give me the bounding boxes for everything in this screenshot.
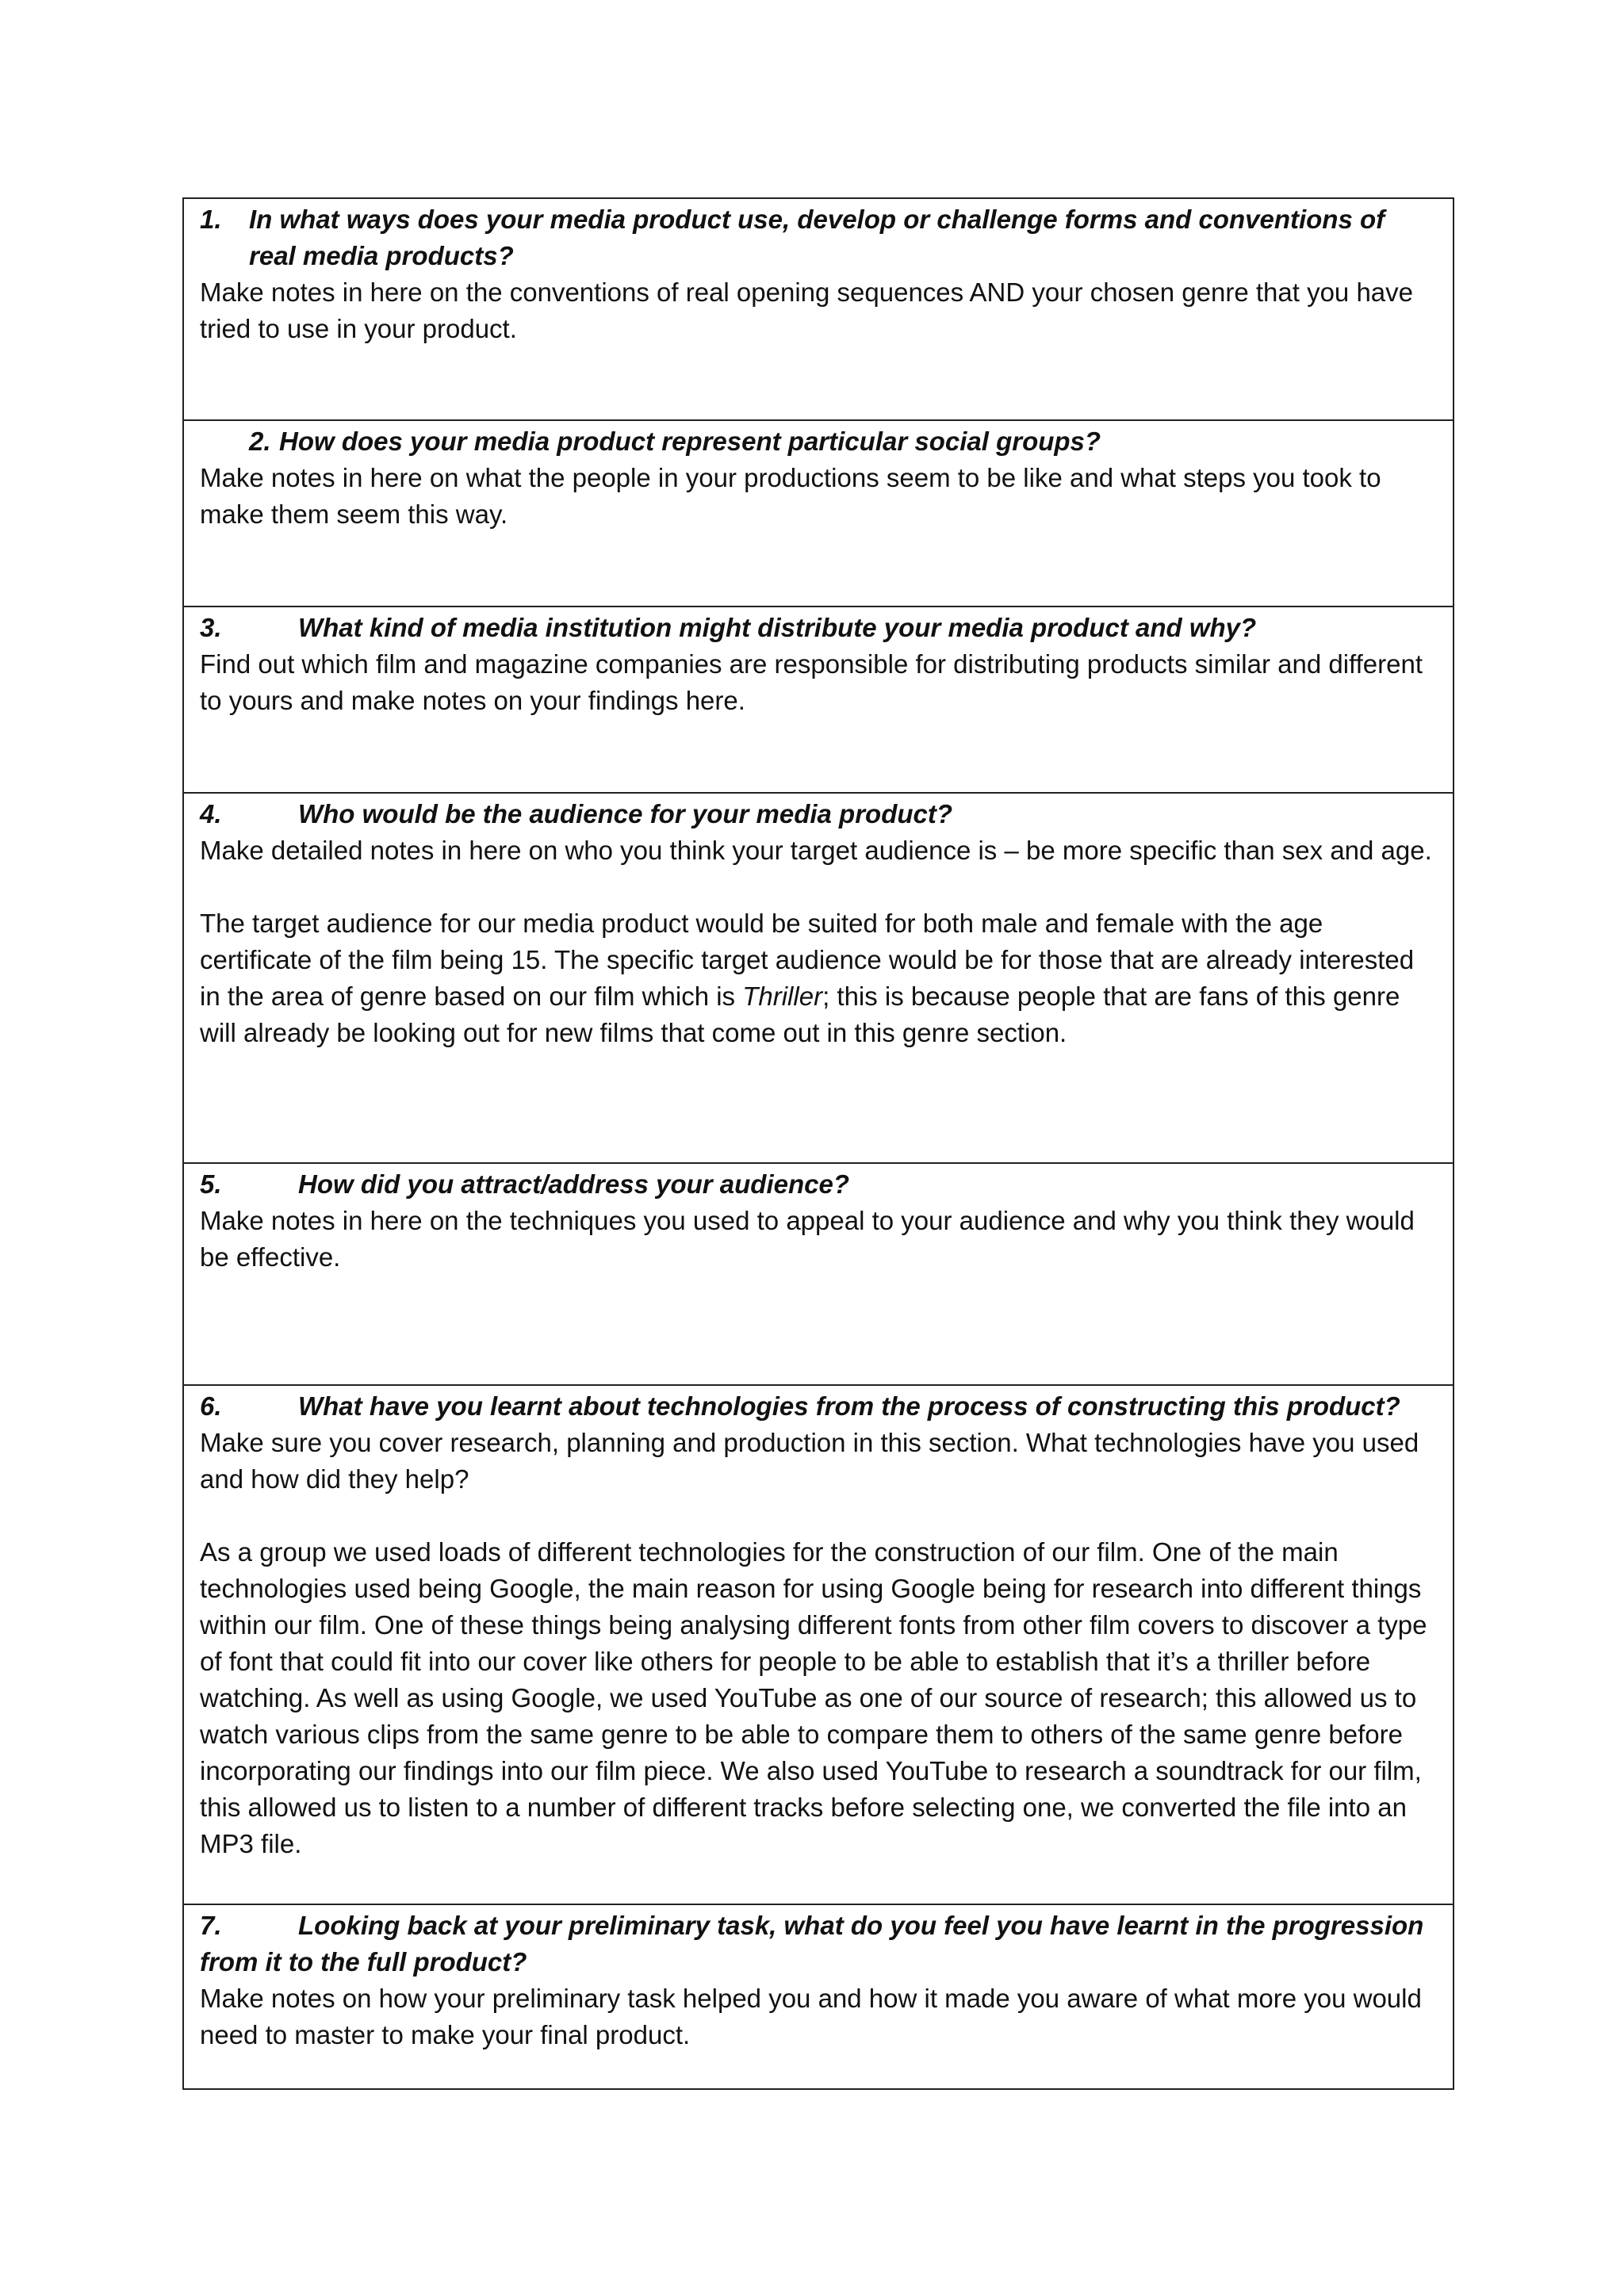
question-number: 5. bbox=[200, 1169, 222, 1199]
answer-text-part: The target audience for our media product would be suited for both male and female with the age certificate of the film being 15. The specific target audience would be for those that are already interested in the area of genre based on our film which is bbox=[200, 909, 1415, 1011]
question-row-2 bbox=[183, 420, 1454, 607]
question-row-1 bbox=[183, 198, 1454, 420]
question-cell bbox=[183, 1904, 1454, 2089]
question-number: 1. bbox=[200, 205, 222, 234]
question-text: What have you learnt about technologies from the process of constructing this product? bbox=[298, 1391, 1400, 1421]
question-number: 4. bbox=[200, 799, 222, 828]
question-title bbox=[200, 1388, 1437, 1425]
question-cell bbox=[183, 607, 1454, 793]
question-number: 6. bbox=[200, 1391, 222, 1421]
question-text: How does your media product represent particular social groups? bbox=[279, 427, 1101, 456]
question-cell bbox=[183, 793, 1454, 1163]
question-cell bbox=[183, 1163, 1454, 1385]
question-instruction: Make notes in here on the techniques you used to appeal to your audience and why you think they would be effective. bbox=[200, 1206, 1415, 1272]
answer-text: As a group we used loads of different technologies for the construction of our film. One of the main technologies used being Google, the main reason for using Google being for research into different things within our film. One of these things being analysing different fonts from other film covers to discover a type of font that could fit into our cover like others for people to be able to establish that it’s a thriller before watching. As well as using Google, we used YouTube as one of our source of research; this allowed us to watch various clips from the same genre to be able to compare them to others of the same genre before incorporating our findings into our film piece. We also used YouTube to research a soundtrack for our film, this allowed us to listen to a number of different tracks before selecting one, we converted the file into an MP3 file. bbox=[200, 1537, 1427, 1858]
answer-text-part: ; this is because people that are fans of this genre will already be looking out for new films that come out in this genre section. bbox=[200, 982, 1400, 1047]
question-title bbox=[200, 1908, 1437, 1980]
question-text: How did you attract/address your audience? bbox=[298, 1169, 849, 1199]
question-instruction: Make notes in here on the conventions of real opening sequences AND your chosen genre that you have tried to use in your product. bbox=[200, 277, 1414, 343]
question-title bbox=[200, 610, 1437, 646]
question-text: Looking back at your preliminary task, what do you feel you have learnt in the progression from it to the full product? bbox=[200, 1911, 1424, 1976]
question-title bbox=[200, 423, 1437, 460]
question-instruction: Make notes in here on what the people in your productions seem to be like and what steps you took to make them seem this way. bbox=[200, 463, 1381, 529]
question-row-7 bbox=[183, 1904, 1454, 2089]
question-instruction: Make sure you cover research, planning and production in this section. What technologies have you used and how did they help? bbox=[200, 1428, 1419, 1494]
question-number: 3. bbox=[200, 613, 222, 642]
question-instruction: Make detailed notes in here on who you think your target audience is – be more specific than sex and age. bbox=[200, 836, 1432, 865]
question-cell bbox=[183, 420, 1454, 607]
question-instruction: Make notes on how your preliminary task helped you and how it made you aware of what more you would need to master to make your final product. bbox=[200, 1984, 1422, 2049]
question-row-3 bbox=[183, 607, 1454, 793]
question-title bbox=[200, 796, 1437, 832]
question-cell bbox=[183, 1385, 1454, 1904]
question-cell bbox=[183, 198, 1454, 420]
question-row-6 bbox=[183, 1385, 1454, 1904]
question-title bbox=[200, 201, 1437, 274]
question-instruction: Find out which film and magazine companies are responsible for distributing products similar and different to yours and make notes on your findings here. bbox=[200, 649, 1423, 715]
question-row-4 bbox=[183, 793, 1454, 1163]
question-text: What kind of media institution might distribute your media product and why? bbox=[298, 613, 1257, 642]
question-text: Who would be the audience for your media product? bbox=[298, 799, 953, 828]
question-number: 2. bbox=[249, 427, 271, 456]
question-row-5 bbox=[183, 1163, 1454, 1385]
question-title bbox=[200, 1166, 1437, 1203]
question-number: 7. bbox=[200, 1911, 222, 1940]
answer-text bbox=[200, 905, 1437, 1051]
evaluation-questions-table bbox=[182, 197, 1454, 2090]
question-text: In what ways does your media product use, develop or challenge forms and conventions of real media products? bbox=[249, 205, 1385, 270]
genre-emphasis: Thriller bbox=[742, 982, 823, 1011]
